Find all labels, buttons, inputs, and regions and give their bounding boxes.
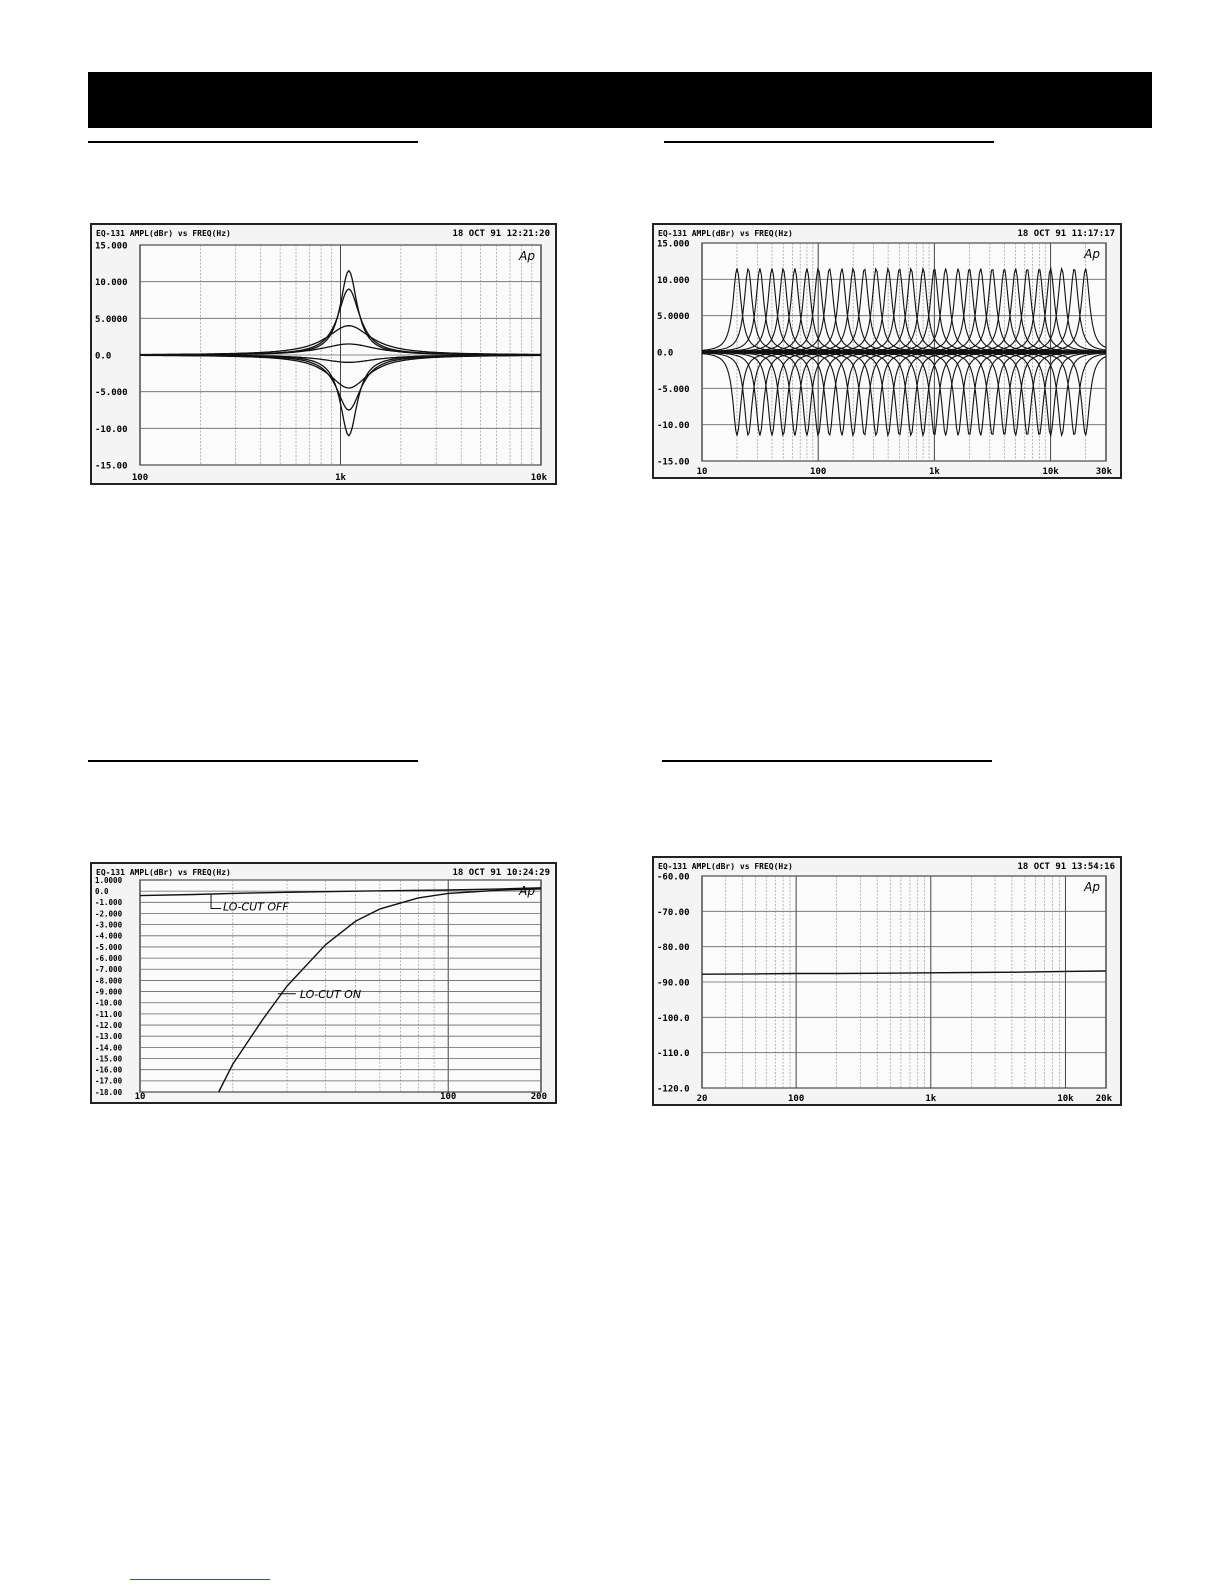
y-tick-label: 10.000 xyxy=(95,278,128,289)
chart-header-left: EQ-131 AMPL(dBr) vs FREQ(Hz) xyxy=(658,229,793,238)
y-tick-label: -80.00 xyxy=(657,943,690,954)
x-tick-label: 100 xyxy=(787,1094,805,1104)
chart-header-right: 18 OCT 91 12:21:20 xyxy=(452,229,550,239)
chart-header-right: 18 OCT 91 13:54:16 xyxy=(1017,862,1115,872)
footer-link-rule xyxy=(130,1579,270,1580)
y-tick-label: -1.000 xyxy=(95,898,123,908)
chart-grid xyxy=(702,876,1106,1088)
y-tick-label: -70.00 xyxy=(657,907,690,918)
y-tick-label: -17.00 xyxy=(95,1076,123,1086)
y-tick-label: 5.0000 xyxy=(657,312,690,323)
y-tick-label: 5.0000 xyxy=(95,314,128,325)
y-tick-label: -7.000 xyxy=(95,965,123,975)
y-tick-label: -2.000 xyxy=(95,909,123,919)
y-tick-label: -120.0 xyxy=(657,1084,690,1095)
chart-header-left: EQ-131 AMPL(dBr) vs FREQ(Hz) xyxy=(96,229,231,238)
plot-frame xyxy=(140,880,541,1092)
y-tick-label: -3.000 xyxy=(95,920,123,930)
noise-floor-svg xyxy=(654,858,1120,1104)
chart-header-right: 18 OCT 91 10:24:29 xyxy=(452,868,550,878)
y-tick-label: -15.00 xyxy=(657,457,690,468)
x-tick-label: 10k xyxy=(1057,1094,1074,1104)
chart-header-right: 18 OCT 91 11:17:17 xyxy=(1017,229,1115,239)
graphic-eq-chart xyxy=(652,223,1122,479)
y-tick-label: -16.00 xyxy=(95,1065,123,1075)
ap-logo: Ap xyxy=(519,249,535,263)
y-tick-label: 10.000 xyxy=(657,275,690,286)
x-tick-label: 10 xyxy=(696,467,708,477)
lo-cut-svg xyxy=(92,864,555,1102)
x-tick-label: 10 xyxy=(134,1092,146,1102)
x-tick-label: 10k xyxy=(530,473,547,483)
ap-logo: Ap xyxy=(1084,880,1100,894)
y-tick-label: 1.0000 xyxy=(95,875,123,885)
y-tick-label: -5.000 xyxy=(657,384,690,395)
x-tick-label: 1k xyxy=(925,1094,937,1104)
header-bar xyxy=(88,72,1152,128)
y-tick-label: -18.00 xyxy=(95,1087,123,1097)
y-tick-label: -15.00 xyxy=(95,1054,123,1064)
y-tick-label: -12.00 xyxy=(95,1020,123,1030)
x-tick-label: 200 xyxy=(530,1092,547,1102)
y-tick-label: 0.0 xyxy=(657,348,674,359)
peq-gain-chart xyxy=(90,223,557,485)
section-rule xyxy=(662,760,992,762)
x-tick-label: 100 xyxy=(131,473,149,483)
y-tick-label: -90.00 xyxy=(657,978,690,989)
x-tick-label: 100 xyxy=(440,1092,457,1102)
x-tick-label: 20 xyxy=(696,1094,708,1104)
y-tick-label: -15.00 xyxy=(95,461,128,472)
y-tick-label: 15.000 xyxy=(95,241,128,252)
y-tick-label: 0.0 xyxy=(95,887,109,897)
y-tick-label: -14.00 xyxy=(95,1043,123,1053)
y-tick-label: -11.00 xyxy=(95,1009,123,1019)
y-tick-label: -8.000 xyxy=(95,976,123,986)
section-rule xyxy=(88,141,418,143)
x-tick-label: 10k xyxy=(1042,467,1059,477)
ap-logo: Ap xyxy=(519,884,535,898)
ap-logo: Ap xyxy=(1084,247,1100,261)
y-tick-label: -6.000 xyxy=(95,953,123,963)
chart-header-left: EQ-131 AMPL(dBr) vs FREQ(Hz) xyxy=(658,862,793,871)
y-tick-label: -10.00 xyxy=(95,998,123,1008)
y-tick-label: -9.000 xyxy=(95,987,123,997)
noise-floor-chart xyxy=(652,856,1122,1106)
chart-header-left: EQ-131 AMPL(dBr) vs FREQ(Hz) xyxy=(96,868,231,877)
lo-cut-chart xyxy=(90,862,557,1104)
peq-gain-svg xyxy=(92,225,555,483)
y-tick-label: -5.000 xyxy=(95,388,128,399)
x-tick-label: 1k xyxy=(928,467,940,477)
x-tick-label: 20k xyxy=(1095,1094,1112,1104)
y-tick-label: 0.0 xyxy=(95,351,112,362)
x-tick-label: 100 xyxy=(810,467,827,477)
annotation-label: LO-CUT OFF xyxy=(223,900,289,914)
y-tick-label: 15.000 xyxy=(657,239,690,250)
chart-grid xyxy=(140,880,541,1092)
y-tick-label: -110.0 xyxy=(657,1049,690,1060)
y-tick-label: -60.00 xyxy=(657,872,690,883)
section-rule xyxy=(664,141,994,143)
y-tick-label: -100.0 xyxy=(657,1013,690,1024)
y-tick-label: -13.00 xyxy=(95,1032,123,1042)
x-tick-label: 1k xyxy=(335,473,346,483)
y-tick-label: -10.00 xyxy=(95,424,128,435)
y-tick-label: -4.000 xyxy=(95,931,123,941)
y-tick-label: -10.00 xyxy=(657,421,690,432)
y-tick-label: -5.000 xyxy=(95,942,123,952)
annotation-label: LO-CUT ON xyxy=(299,987,362,1001)
graphic-eq-svg xyxy=(654,225,1120,477)
x-tick-label: 30k xyxy=(1095,467,1112,477)
section-rule xyxy=(88,760,418,762)
